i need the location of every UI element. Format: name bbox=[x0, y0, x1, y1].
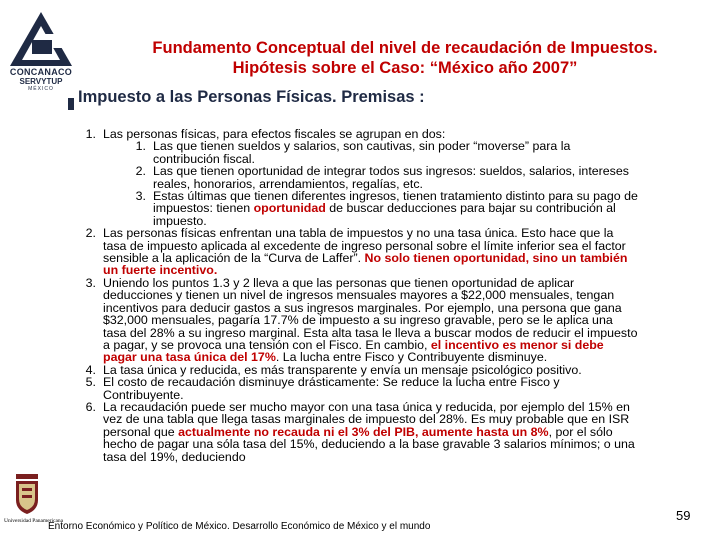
item-number: 3. bbox=[85, 275, 96, 290]
concanaco-emblem-icon bbox=[8, 10, 74, 68]
list-item bbox=[78, 128, 638, 227]
sub-item-number: 1. bbox=[135, 139, 146, 154]
section-subtitle: Impuesto a las Personas Físicas. Premisas : bbox=[78, 88, 425, 106]
item-text: Uniendo los puntos 1.3 y 2 lleva a que las personas que tienen oportunidad de aplicar deducciones y tienen un nivel de ingresos mensuales mayores a $22,000 mensuales, tengan incentivos para deducir gastos a sus ingresos marginales. Por ejemplo, una persona que gana $32,000 mensuales, pagaría 17.7% de impuesto a su ingreso gravable, pero se le aplica una tasa del 28% a su ingreso marginal. Esta alta tasa le lleva a buscar modos de reducir el impuesto a pagar, y se provoca una tensión con el Fisco. En cambio, bbox=[103, 275, 638, 352]
item-number: 4. bbox=[85, 362, 96, 377]
item-text: Las personas físicas, para efectos fiscales se agrupan en dos: bbox=[103, 127, 446, 141]
sub-list-item bbox=[103, 190, 638, 227]
item-text: La recaudación puede ser mucho mayor con una tasa única y reducida, por ejemplo del 15% en vez de una tabla que llega tasas marginales de impuesto del 28%. Es muy probable que en ISR personal que bbox=[103, 399, 630, 439]
item-text: El costo de recaudación disminuye drásticamente: Se reduce la lucha entre Fisco y Contribuyente. bbox=[103, 375, 560, 402]
item-number: 6. bbox=[85, 399, 96, 414]
university-shield-icon bbox=[14, 474, 40, 514]
item-number: 5. bbox=[85, 375, 96, 390]
title-line-1: Fundamento Conceptual del nivel de recaudación de Impuestos. bbox=[152, 39, 658, 57]
slide-title bbox=[90, 38, 720, 78]
item-text-end: , por el sólo hecho de pagar una sóla tasa del 15%, deduciendo a la base gravable 3 salarios mínimos; o una tasa del 19%, deduciendo bbox=[103, 424, 635, 464]
sub-item-text: Las que tienen sueldos y salarios, son cautivas, sin poder “moverse” para la contribución fiscal. bbox=[153, 139, 571, 166]
item-number: 1. bbox=[85, 127, 96, 141]
logo-sub: SERVYTUP bbox=[19, 77, 63, 86]
item-text-end: . La lucha entre Fisco y Contribuyente disminuye. bbox=[275, 350, 548, 365]
item-text: Las personas físicas enfrentan una tabla de impuestos y no una tasa única. Esto hace que la tasa de impuesto aplicada al excedente de ingreso personal sobre el límite inferior sea el factor sensible a la aplicación de la “Curva de Laffer”. bbox=[103, 226, 626, 266]
logo-country: MÉXICO bbox=[28, 86, 54, 92]
list-item bbox=[78, 401, 638, 463]
subtitle-bullet-icon bbox=[68, 98, 74, 110]
item-text: La tasa única y reducida, es más transparente y envía un mensaje psicológico positivo. bbox=[103, 362, 582, 377]
list-item bbox=[78, 227, 638, 277]
highlight-text: actualmente no recauda ni el 3% del PIB, aumente hasta un 8% bbox=[178, 424, 549, 439]
premises-list bbox=[78, 128, 638, 463]
highlight-text: el incentivo es menor si debe pagar una tasa única del 17% bbox=[103, 337, 604, 365]
sub-item-text: Las que tienen oportunidad de integrar todos sus ingresos: sueldos, salarios, intereses reales, honorarios, arrendamientos, regalías, etc. bbox=[153, 164, 629, 191]
sub-list-item bbox=[103, 165, 638, 190]
sub-item-number: 2. bbox=[135, 164, 146, 179]
title-line-2: Hipótesis sobre el Caso: “México año 2007” bbox=[232, 59, 578, 77]
footer-caption: Entorno Económico y Político de México. Desarrollo Económico de México y el mundo bbox=[48, 521, 431, 532]
item-number: 2. bbox=[85, 226, 96, 241]
sub-list-item bbox=[103, 140, 638, 165]
sub-item-text: Estas últimas que tienen diferentes ingresos, tienen tratamiento distinto para su pago de impuestos: tienen bbox=[153, 189, 638, 216]
sub-item-text-end: de buscar deducciones para bajar su contribución al impuesto. bbox=[153, 201, 616, 228]
highlight-text: oportunidad bbox=[253, 201, 326, 216]
concanaco-logo bbox=[8, 10, 74, 96]
footer-organization: Universidad Panamericana bbox=[4, 518, 64, 524]
highlight-text: No solo tienen oportunidad, sino un también un fuerte incentivo. bbox=[103, 251, 628, 278]
list-item bbox=[78, 277, 638, 364]
sub-item-number: 3. bbox=[135, 189, 146, 204]
logo-name: CONCANACO bbox=[9, 67, 73, 77]
list-item bbox=[78, 376, 638, 401]
page-number: 59 bbox=[676, 508, 691, 523]
